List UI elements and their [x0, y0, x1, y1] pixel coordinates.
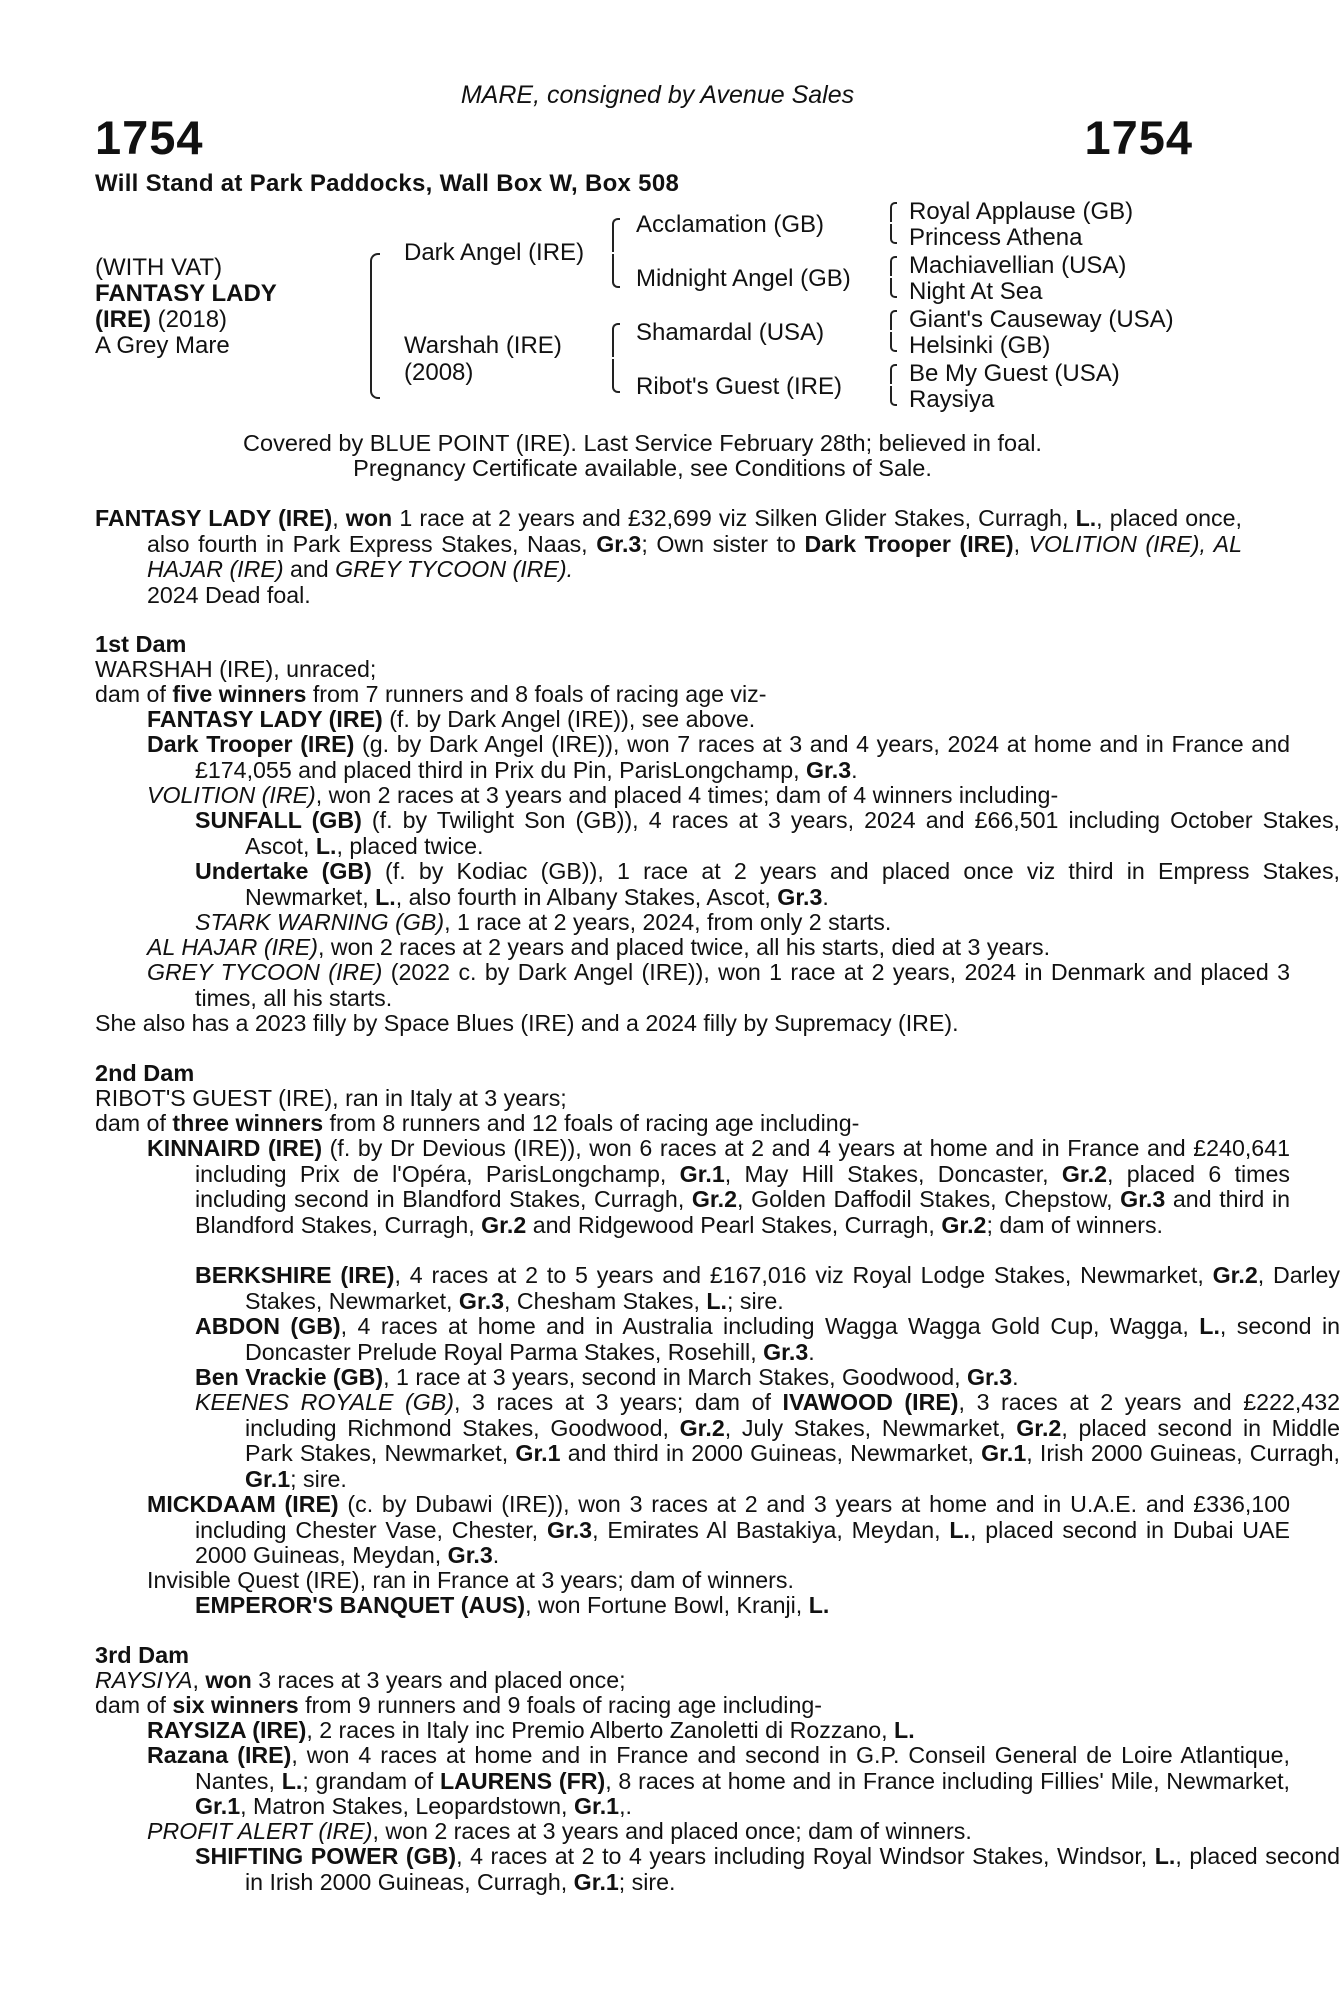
grandsire-1: Acclamation (GB): [636, 211, 825, 238]
ggp-3: Machiavellian (USA): [909, 252, 1127, 279]
ggp-4: Night At Sea: [909, 278, 1043, 305]
dam3-heading: 3rd Dam: [95, 1642, 190, 1668]
intro-foal: 2024 Dead foal.: [147, 582, 311, 608]
ggp-brace-1a: [890, 202, 897, 222]
dam3-line2: dam of six winners from 9 runners and 9 foals of racing age including-: [95, 1692, 822, 1718]
horse-vat: (WITH VAT): [95, 254, 223, 281]
dam1-gfoal-stark-warning: STARK WARNING (GB), 1 race at 2 years, 2024, from only 2 starts.: [195, 909, 892, 935]
dam1-gfoal-sunfall: SUNFALL (GB) (f. by Twilight Son (GB)), 4 races at 3 years, 2024 and £66,501 including October Stakes, Ascot, L., placed twice.: [195, 807, 1340, 859]
dam2-gfoal-keenes-royale: KEENES ROYALE (GB), 3 races at 3 years; dam of IVAWOOD (IRE), 3 races at 2 years and £222,432 including Richmond Stakes, Goodwood, Gr.2, July Stakes, Newmarket, Gr.2, placed second in Middle Park Stakes, Newmarket, Gr.1 and third in 2000 Guineas, Newmarket, Gr.1, Irish 2000 Guineas, Curragh, Gr.1; sire.: [195, 1389, 1340, 1492]
grandsire-2: Shamardal (USA): [636, 319, 825, 346]
ggp-brace-3a: [890, 310, 897, 330]
covered-line-2: Pregnancy Certificate available, see Conditions of Sale.: [353, 455, 932, 481]
dam3-foal-raysiza: RAYSIZA (IRE), 2 races in Italy inc Premio Alberto Zanoletti di Rozzano, L.: [147, 1717, 915, 1743]
ggp-8: Raysiya: [909, 386, 995, 413]
dam1-foal-fantasy-lady: FANTASY LADY (IRE) (f. by Dark Angel (IRE)), see above.: [147, 706, 756, 732]
ggp-brace-3b: [890, 332, 897, 352]
dam1-foal-dark-trooper: Dark Trooper (IRE) (g. by Dark Angel (IRE)), won 7 races at 3 and 4 years, 2024 at home and in France and £174,055 and placed third in Prix du Pin, ParisLongchamp, Gr.3.: [147, 731, 1290, 783]
dam2-foal-kinnaird: KINNAIRD (IRE) (f. by Dr Devious (IRE)), won 6 races at 2 and 4 years at home and in France and £240,641 including Prix de l'Opéra, ParisLongchamp, Gr.1, May Hill Stakes, Doncaster, Gr.2, placed 6 times including second in Blandford Stakes, Curragh, Gr.2, Golden Daffodil Stakes, Chepstow, Gr.3 and third in Blandford Stakes, Curragh, Gr.2 and Ridgewood Pearl Stakes, Curragh, Gr.2; dam of winners.: [147, 1135, 1290, 1238]
lot-number-right: 1754: [1084, 111, 1193, 164]
granddam-2: Ribot's Guest (IRE): [636, 373, 842, 400]
lot-number-left: 1754: [95, 111, 204, 164]
sire-brace-bottom: [612, 254, 620, 288]
ggp-brace-2b: [890, 278, 897, 298]
sire-brace-top: [612, 218, 620, 252]
dam3-gfoal-shifting-power: SHIFTING POWER (GB), 4 races at 2 to 4 years including Royal Windsor Stakes, Windsor, L., placed second in Irish 2000 Guineas, Curragh, Gr.1; sire.: [195, 1843, 1340, 1895]
intro-paragraph: FANTASY LADY (IRE), won 1 race at 2 years and £32,699 viz Silken Glider Stakes, Curragh, L., placed once, also fourth in Park Express Stakes, Naas, Gr.3; Own sister to Dark Trooper (IRE), VOLITION (IRE), AL HAJAR (IRE) and GREY TYCOON (IRE).: [95, 505, 1242, 582]
dam1-line1: WARSHAH (IRE), unraced;: [95, 656, 377, 682]
ggp-1: Royal Applause (GB): [909, 198, 1134, 225]
dam1-gfoal-undertake: Undertake (GB) (f. by Kodiac (GB)), 1 race at 2 years and placed once viz third in Empress Stakes, Newmarket, L., also fourth in Albany Stakes, Ascot, Gr.3.: [195, 858, 1340, 910]
dam1-foal-volition: VOLITION (IRE), won 2 races at 3 years and placed 4 times; dam of 4 winners including-: [147, 782, 1059, 808]
dam-brace-bottom: [612, 359, 620, 393]
dam3-foal-razana: Razana (IRE), won 4 races at home and in France and second in G.P. Conseil General de Loire Atlantique, Nantes, L.; grandam of LAURENS (FR), 8 races at home and in France including Fillies' Mile, Newmarket, Gr.1, Matron Stakes, Leopardstown, Gr.1,.: [147, 1742, 1291, 1819]
dam3-line1: RAYSIYA, won 3 races at 3 years and placed once;: [95, 1667, 626, 1693]
dam2-gfoal-berkshire: BERKSHIRE (IRE), 4 races at 2 to 5 years and £167,016 viz Royal Lodge Stakes, Newmarket, Gr.2, Darley Stakes, Newmarket, Gr.3, Chesham Stakes, L.; sire.: [195, 1262, 1340, 1314]
granddam-1: Midnight Angel (GB): [636, 265, 851, 292]
ggp-6: Helsinki (GB): [909, 332, 1051, 359]
dam1-foal-al-hajar: AL HAJAR (IRE), won 2 races at 2 years and placed twice, all his starts, died at 3 years.: [147, 934, 1051, 960]
ggp-brace-2a: [890, 256, 897, 276]
covered-line-1: Covered by BLUE POINT (IRE). Last Service February 28th; believed in foal.: [243, 430, 1042, 456]
horse-description: A Grey Mare: [95, 332, 230, 359]
dam2-line2: dam of three winners from 8 runners and 12 foals of racing age including-: [95, 1110, 860, 1136]
dam2-gfoal-abdon: ABDON (GB), 4 races at home and in Australia including Wagga Wagga Gold Cup, Wagga, L., second in Doncaster Prelude Royal Parma Stakes, Rosehill, Gr.3.: [195, 1313, 1340, 1365]
dam3-foal-profit-alert: PROFIT ALERT (IRE), won 2 races at 3 years and placed once; dam of winners.: [147, 1818, 972, 1844]
dam1-also: She also has a 2023 filly by Space Blues (IRE) and a 2024 filly by Supremacy (IRE).: [95, 1010, 959, 1036]
ggp-brace-4a: [890, 364, 897, 384]
dam-brace-top: [612, 323, 620, 357]
ggp-5: Giant's Causeway (USA): [909, 306, 1174, 333]
dam2-heading: 2nd Dam: [95, 1060, 195, 1086]
ggp-brace-1b: [890, 224, 897, 244]
dam2-gfoal-ben-vrackie: Ben Vrackie (GB), 1 race at 3 years, second in March Stakes, Goodwood, Gr.3.: [195, 1364, 1019, 1390]
pedigree-brace-top: [370, 253, 380, 325]
dam1-heading: 1st Dam: [95, 631, 187, 657]
ggp-2: Princess Athena: [909, 224, 1083, 251]
pedigree-brace-bottom: [370, 325, 380, 399]
dam1-foal-grey-tycoon: GREY TYCOON (IRE) (2022 c. by Dark Angel (IRE)), won 1 race at 2 years, 2024 in Denmark and placed 3 times, all his starts.: [147, 959, 1291, 1011]
dam2-line1: RIBOT'S GUEST (IRE), ran in Italy at 3 years;: [95, 1085, 567, 1111]
consignment-header: MARE, consigned by Avenue Sales: [460, 81, 855, 109]
ggp-brace-4b: [890, 386, 897, 406]
dam2-foal-invisible-quest: Invisible Quest (IRE), ran in France at 3 years; dam of winners.: [147, 1567, 794, 1593]
dam-name: Warshah (IRE): [404, 332, 562, 359]
dam-year: (2008): [404, 359, 474, 386]
dam2-gfoal-emperors-banquet: EMPEROR'S BANQUET (AUS), won Fortune Bowl, Kranji, L.: [195, 1592, 830, 1618]
stand-location: Will Stand at Park Paddocks, Wall Box W, Box 508: [95, 170, 680, 197]
dam1-line2: dam of five winners from 7 runners and 8 foals of racing age viz-: [95, 681, 767, 707]
horse-origin-year: (IRE) (2018): [95, 306, 228, 333]
horse-name: FANTASY LADY: [95, 280, 277, 307]
dam2-foal-mickdaam: MICKDAAM (IRE) (c. by Dubawi (IRE)), won 3 races at 2 and 3 years at home and in U.A.E. and £336,100 including Chester Vase, Chester, Gr.3, Emirates Al Bastakiya, Meydan, L., placed second in Dubai UAE 2000 Guineas, Meydan, Gr.3.: [147, 1491, 1290, 1568]
ggp-7: Be My Guest (USA): [909, 360, 1120, 387]
sire-name: Dark Angel (IRE): [404, 239, 585, 266]
